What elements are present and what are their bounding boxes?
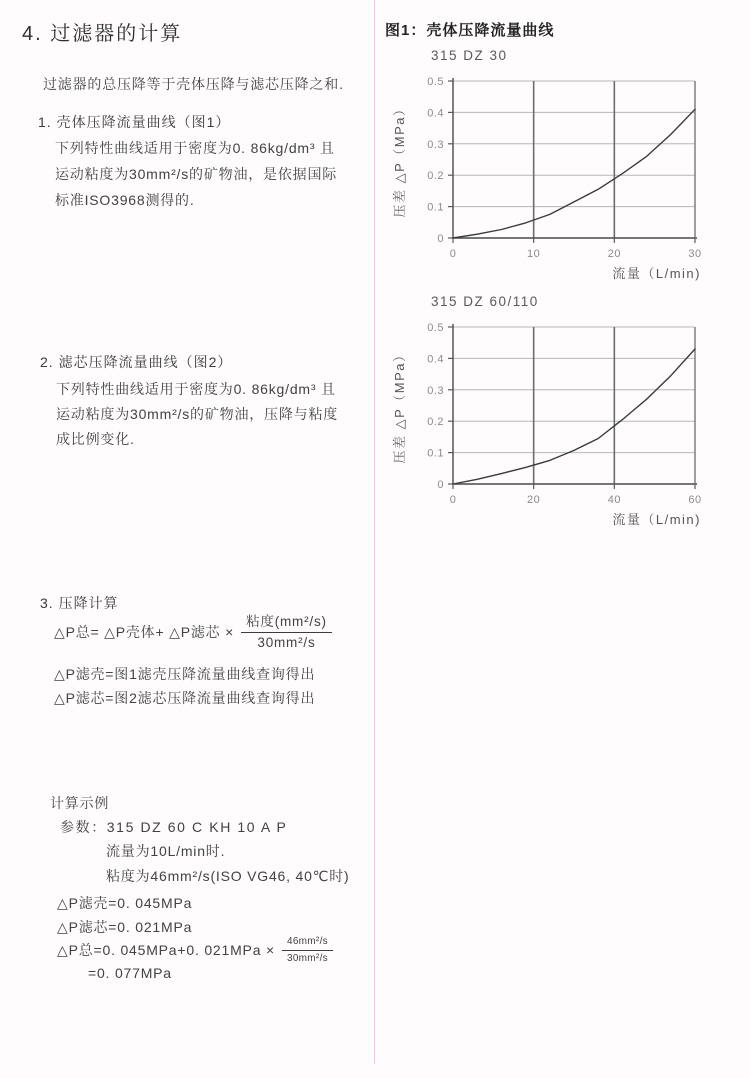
section3-title: 3. 压降计算	[40, 595, 119, 611]
chart-svg-1	[388, 290, 738, 528]
chart-svg-0	[388, 44, 738, 282]
svg-text:60: 60	[688, 494, 702, 506]
figure-caption: 图1：壳体压降流量曲线	[385, 22, 555, 39]
svg-text:0.5: 0.5	[427, 76, 444, 88]
svg-text:0.2: 0.2	[427, 170, 444, 183]
svg-text:0: 0	[437, 233, 444, 245]
chart-315-dz-60-110	[388, 290, 738, 533]
intro-text: 过滤器的总压降等于壳体压降与滤芯压降之和.	[43, 76, 344, 92]
svg-text:10: 10	[527, 248, 541, 260]
svg-text:流量（L/min): 流量（L/min)	[612, 266, 701, 281]
example-param: 参数：315 DZ 60 C KH 10 A P	[60, 819, 288, 835]
section3-note-2: △P滤芯=图2滤芯压降流量曲线查询得出	[54, 690, 316, 706]
example-result-2: △P滤芯=0. 021MPa	[57, 919, 193, 935]
example-final: =0. 077MPa	[88, 965, 172, 981]
section1-line-2: 运动粘度为30mm²/s的矿物油，是依据国际	[55, 166, 338, 182]
svg-text:40: 40	[607, 494, 621, 506]
section1-title: 1. 壳体压降流量曲线（图1）	[38, 114, 231, 130]
section2-line-1: 下列特性曲线适用于密度为0. 86kg/dm³ 且	[56, 381, 336, 397]
svg-text:30: 30	[688, 248, 702, 260]
example-total-formula	[57, 934, 333, 966]
chart-315-dz-30	[388, 44, 738, 287]
page-title: 4. 过滤器的计算	[22, 23, 183, 45]
svg-text:0.5: 0.5	[427, 322, 444, 334]
formula-lhs: △P总= △P壳体+ △P滤芯 ×	[54, 624, 235, 640]
section2-line-3: 成比例变化.	[56, 431, 135, 447]
svg-text:0: 0	[449, 248, 457, 260]
svg-text:0.4: 0.4	[427, 107, 444, 120]
column-divider	[374, 0, 375, 1064]
example-total-lhs: △P总=0. 045MPa+0. 021MPa ×	[57, 942, 275, 958]
formula-numerator: 粘度(mm²/s)	[241, 614, 332, 633]
svg-text:315 DZ 30: 315 DZ 30	[431, 48, 508, 63]
svg-text:0: 0	[437, 479, 444, 491]
section2-title: 2. 滤芯压降流量曲线（图2）	[40, 354, 233, 370]
example-title: 计算示例	[50, 795, 110, 811]
example-condition-1: 流量为10L/min时.	[106, 843, 226, 859]
svg-text:315 DZ 60/110: 315 DZ 60/110	[431, 294, 539, 309]
example-total-denominator: 30mm²/s	[286, 952, 328, 964]
example-total-fraction	[282, 936, 333, 964]
svg-text:压差 △P（MPa）: 压差 △P（MPa）	[392, 347, 407, 464]
svg-text:20: 20	[607, 248, 621, 260]
svg-text:流量（L/min): 流量（L/min)	[612, 512, 701, 527]
example-result-1: △P滤壳=0. 045MPa	[57, 895, 193, 911]
svg-text:0.3: 0.3	[427, 138, 444, 151]
svg-text:0.4: 0.4	[427, 353, 444, 366]
svg-text:0.3: 0.3	[427, 384, 444, 397]
pressure-drop-formula	[54, 610, 332, 654]
section2-line-2: 运动粘度为30mm²/s的矿物油，压降与粘度	[56, 406, 339, 422]
svg-text:0.1: 0.1	[427, 201, 444, 214]
example-condition-2: 粘度为46mm²/s(ISO VG46, 40℃时)	[106, 868, 350, 884]
example-total-numerator: 46mm²/s	[282, 936, 333, 951]
section3-note-1: △P滤壳=图1滤壳压降流量曲线查询得出	[54, 666, 316, 682]
section1-line-3: 标准ISO3968测得的.	[55, 192, 195, 208]
svg-text:压差 △P（MPa）: 压差 △P（MPa）	[392, 101, 407, 218]
svg-text:20: 20	[527, 494, 541, 506]
svg-text:0.1: 0.1	[427, 447, 444, 460]
formula-denominator: 30mm²/s	[257, 634, 316, 650]
svg-text:0: 0	[449, 494, 457, 506]
svg-text:0.2: 0.2	[427, 416, 444, 429]
section1-line-1: 下列特性曲线适用于密度为0. 86kg/dm³ 且	[55, 140, 335, 156]
formula-fraction	[241, 614, 332, 650]
